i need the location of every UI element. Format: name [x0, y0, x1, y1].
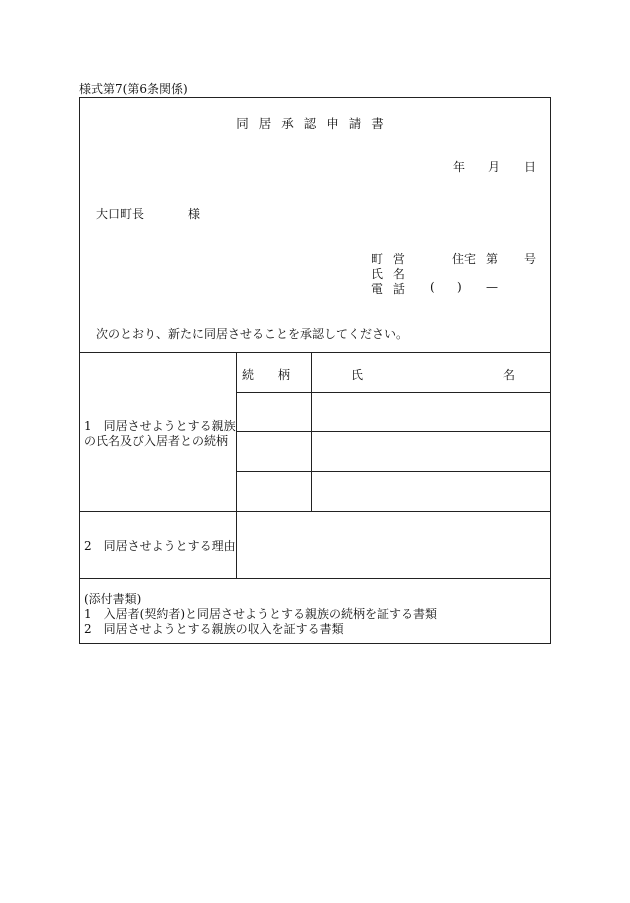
section1-label-line2: の氏名及び入居者との続柄 — [84, 434, 229, 448]
request-statement: 次のとおり、新たに同居させることを承認してください。 — [96, 327, 409, 341]
applicant-name-label: 氏 名 — [371, 267, 408, 281]
form-number-label: 様式第7(第6条関係) — [79, 82, 188, 96]
housing-label: 町 営 — [371, 252, 408, 266]
attachments-heading: (添付書類) — [84, 592, 142, 606]
housing-suffix: 住宅 — [452, 252, 477, 266]
addressee-name: 大口町長 — [96, 207, 145, 221]
phone-label: 電 話 — [371, 282, 408, 296]
relation-column-header: 続 柄 — [242, 368, 291, 382]
housing-number-prefix: 第 — [486, 252, 499, 266]
phone-paren-close: ) — [457, 280, 462, 294]
phone-dash: — — [486, 280, 498, 294]
section1-top-rule — [79, 352, 551, 353]
section1-label-line1: 1 同居させようとする親族 — [84, 419, 236, 433]
name-column-header-first: 氏 — [351, 368, 364, 382]
attachment-item-2: 2 同居させようとする親族の収入を証する書類 — [84, 622, 344, 636]
date-day-label: 日 — [524, 160, 537, 174]
attachments-top-rule — [79, 578, 551, 579]
application-form-frame — [79, 97, 551, 644]
entry-row-rule-1 — [236, 431, 551, 432]
entry-row-rule-2 — [236, 471, 551, 472]
section2-label: 2 同居させようとする理由 — [84, 539, 236, 553]
form-title: 同居承認申請書 — [236, 116, 394, 131]
name-column-header-second: 名 — [503, 368, 516, 382]
section2-top-rule — [79, 511, 551, 512]
phone-paren-open: ( — [430, 280, 435, 294]
addressee-honorific: 様 — [188, 207, 201, 221]
date-month-label: 月 — [488, 160, 501, 174]
header-row-rule — [236, 392, 551, 393]
housing-number-suffix: 号 — [524, 252, 537, 266]
attachment-item-1: 1 入居者(契約者)と同居させようとする親族の続柄を証する書類 — [84, 607, 438, 621]
section2-label-divider — [236, 511, 237, 578]
date-year-label: 年 — [453, 160, 466, 174]
